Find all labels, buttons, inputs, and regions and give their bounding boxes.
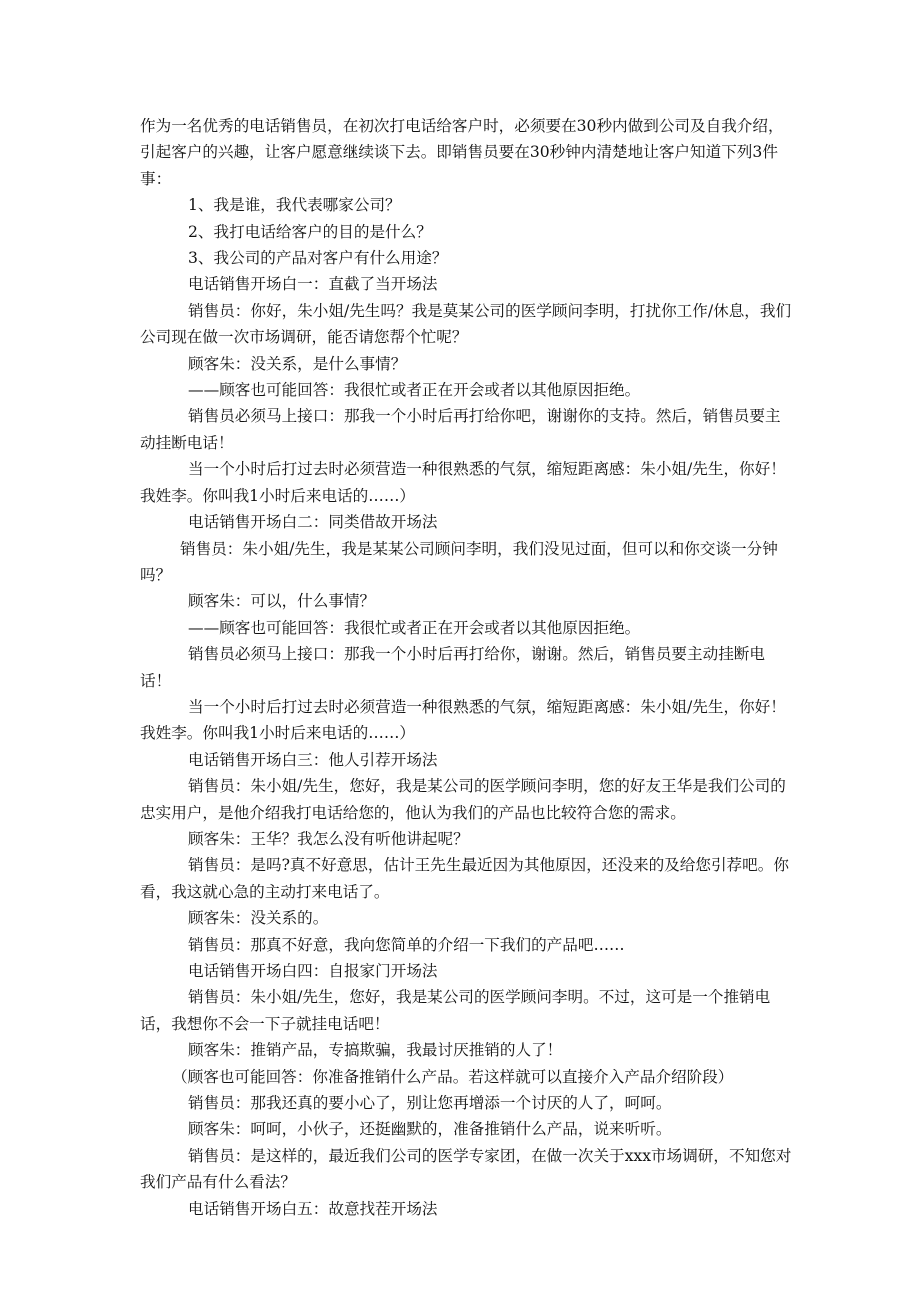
list-item: 2、我打电话给客户的目的是什么？ [188, 222, 432, 241]
dialogue-paragraph: 销售员必须马上接口：那我一个小时后再打给你，谢谢。然后，销售员要主动挂断电话！ [140, 645, 765, 690]
dialogue-paragraph: 顾客朱：王华？我怎么没有听他讲起呢？ [188, 829, 469, 848]
dialogue-paragraph: 当一个小时后打过去时必须营造一种很熟悉的气氛，缩短距离感：朱小姐/先生，你好！我姓李。你叫我1小时后来电话的……） [140, 697, 786, 743]
dialogue-paragraph: 销售员：那真不好意，我向您简单的介绍一下我们的产品吧…… [188, 935, 625, 954]
section-heading: 电话销售开场白四：自报家门开场法 [188, 962, 438, 980]
dialogue-paragraph: 顾客朱：呵呵，小伙子，还挺幽默的，准备推销什么产品，说来听听。 [188, 1120, 672, 1139]
section-heading: 电话销售开场白一：直截了当开场法 [188, 275, 438, 294]
document-body [140, 113, 792, 1222]
list-item: 1、我是谁，我代表哪家公司？ [188, 196, 401, 215]
section-heading: 电话销售开场白三：他人引荐开场法 [188, 750, 438, 769]
intro-paragraph: 作为一名优秀的电话销售员，在初次打电话给客户时，必须要在30秒内做到公司及自我介绍，引起客户的兴趣，让客户愿意继续谈下去。即销售员要在30秒钟内清楚地让客户知道下列3件事： [140, 117, 784, 188]
dialogue-paragraph: 销售员：朱小姐/先生，您好，我是某公司的医学顾问李明。不过，这可是一个推销电话，我想你不会一下子就挂电话吧！ [140, 988, 771, 1033]
dialogue-paragraph: 销售员：是这样的，最近我们公司的医学专家团，在做一次关于xxx市场调研，不知您对我们产品有什么看法？ [140, 1146, 792, 1192]
dialogue-paragraph: 顾客朱：没关系，是什么事情？ [188, 354, 407, 373]
dialogue-paragraph: 销售员必须马上接口：那我一个小时后再打给你吧，谢谢你的支持。然后，销售员要主动挂断电话！ [140, 407, 781, 452]
dialogue-paragraph: 顾客朱：可以，什么事情？ [188, 592, 376, 611]
dialogue-paragraph: 销售员：你好，朱小姐/先生吗？我是莫某公司的医学顾问李明，打扰你工作/休息，我们公司现在做一次市场调研，能否请您帮个忙呢？ [140, 301, 792, 347]
dialogue-paragraph: 销售员：那我还真的要小心了，别让您再增添一个讨厌的人了，呵呵。 [188, 1094, 672, 1113]
section-heading: 电话销售开场白五：故意找茬开场法 [188, 1199, 438, 1218]
dialogue-paragraph: ——顾客也可能回答：我很忙或者正在开会或者以其他原因拒绝。 [188, 618, 641, 637]
dialogue-paragraph: 顾客朱：推销产品，专搞欺骗，我最讨厌推销的人了！ [188, 1041, 563, 1060]
dialogue-paragraph: （顾客也可能回答：你准备推销什么产品。若这样就可以直接介入产品介绍阶段） [172, 1067, 734, 1086]
dialogue-paragraph: 销售员：是吗?真不好意思，估计王先生最近因为其他原因，还没来的及给您引荐吧。你看，我这就心急的主动打来电话了。 [140, 856, 789, 901]
dialogue-paragraph: 当一个小时后打过去时必须营造一种很熟悉的气氛，缩短距离感：朱小姐/先生，你好！我姓李。你叫我1小时后来电话的……） [140, 460, 786, 505]
dialogue-paragraph: 销售员：朱小姐/先生，我是某某公司顾问李明，我们没见过面，但可以和你交谈一分钟吗？ [140, 539, 778, 584]
section-heading: 电话销售开场白二：同类借故开场法 [188, 513, 438, 532]
dialogue-paragraph: 销售员：朱小姐/先生，您好，我是某公司的医学顾问李明，您的好友王华是我们公司的忠实用户，是他介绍我打电话给您的，他认为我们的产品也比较符合您的需求。 [140, 777, 786, 822]
dialogue-paragraph: 顾客朱：没关系的。 [188, 909, 329, 928]
list-item: 3、我公司的产品对客户有什么用途？ [188, 249, 448, 268]
dialogue-paragraph: ——顾客也可能回答：我很忙或者正在开会或者以其他原因拒绝。 [188, 381, 641, 400]
